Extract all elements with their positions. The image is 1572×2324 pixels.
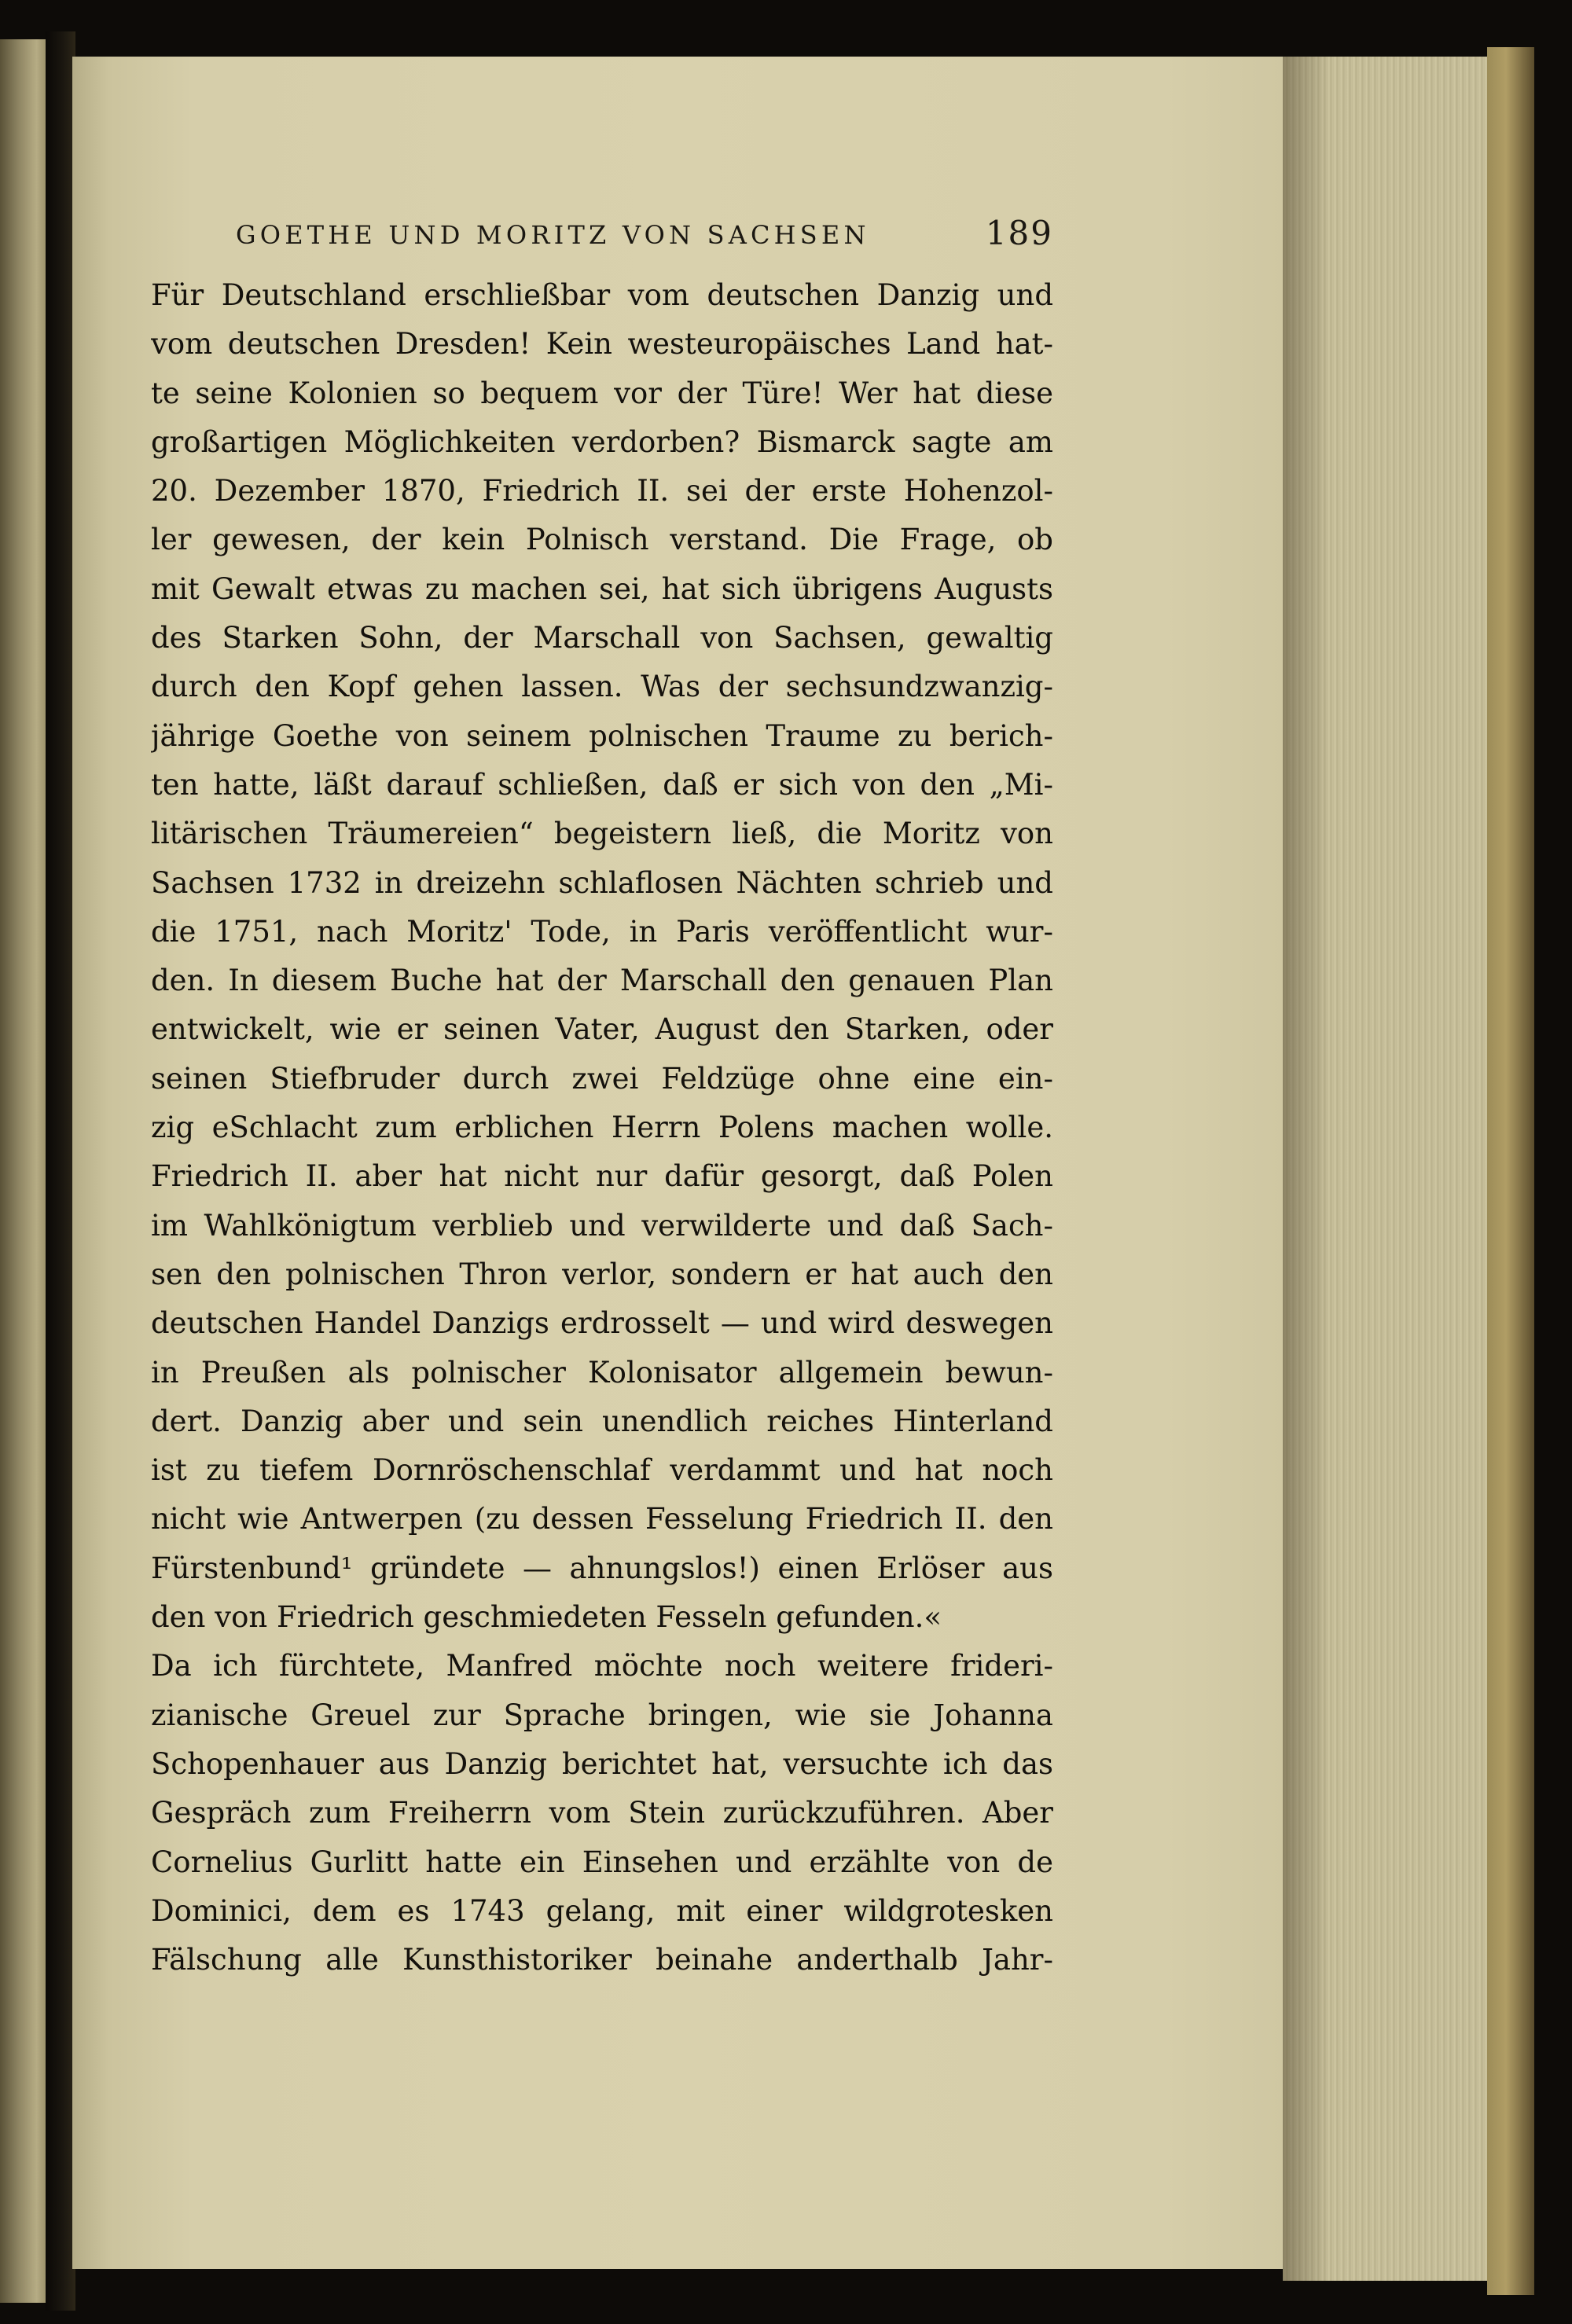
page-number: 189 xyxy=(985,214,1053,252)
text-line: vom deutschen Dresden! Kein westeuropäisches Land hat- xyxy=(151,327,1053,362)
text-line: Cornelius Gurlitt hatte ein Einsehen und erzählte von de xyxy=(151,1845,1053,1879)
text-line: deutschen Handel Danzigs erdrosselt — und wird deswegen xyxy=(151,1306,1053,1341)
text-line: Für Deutschland erschließbar vom deutschen Danzig und xyxy=(151,278,1053,312)
text-line: die 1751, nach Moritz' Tode, in Paris veröffentlicht wur- xyxy=(151,914,1053,949)
text-line: te seine Kolonien so bequem vor der Türe! Wer hat diese xyxy=(151,376,1053,410)
text-line: den. In diesem Buche hat der Marschall den genauen Plan xyxy=(151,964,1053,998)
book-cover-edge xyxy=(1487,47,1534,2295)
text-line: litärischen Träumereien“ begeistern ließ, die Moritz von xyxy=(151,817,1053,851)
text-line: Dominici, dem es 1743 gelang, mit einer wildgrotesken xyxy=(151,1893,1053,1928)
text-line: des Starken Sohn, der Marschall von Sachsen, gewaltig xyxy=(151,621,1053,655)
text-line: jährige Goethe von seinem polnischen Traume zu berich- xyxy=(151,718,1053,753)
text-line: ten hatte, läßt darauf schließen, daß er sich von den „Mi- xyxy=(151,767,1053,802)
text-line: zig eSchlacht zum erblichen Herrn Polens machen wolle. xyxy=(151,1111,1053,1145)
text-line: zianische Greuel zur Sprache bringen, wie sie Johanna xyxy=(151,1698,1053,1732)
text-line: in Preußen als polnischer Kolonisator allgemein bewun- xyxy=(151,1355,1053,1390)
text-line: 20. Dezember 1870, Friedrich II. sei der erste Hohenzol- xyxy=(151,474,1053,508)
text-line: sen den polnischen Thron verlor, sondern er hat auch den xyxy=(151,1257,1053,1291)
book-gutter xyxy=(46,31,75,2311)
text-line: Fälschung alle Kunsthistoriker beinahe anderthalb Jahr- xyxy=(151,1943,1053,1977)
text-line: durch den Kopf gehen lassen. Was der sechsundzwanzig- xyxy=(151,670,1053,704)
text-line: mit Gewalt etwas zu machen sei, hat sich übrigens Augusts xyxy=(151,571,1053,606)
text-line: entwickelt, wie er seinen Vater, August den Starken, oder xyxy=(151,1012,1053,1047)
text-line: Friedrich II. aber hat nicht nur dafür gesorgt, daß Polen xyxy=(151,1159,1053,1194)
text-line: Da ich fürchtete, Manfred möchte noch weitere frideri- xyxy=(151,1649,1053,1683)
text-line: ler gewesen, der kein Polnisch verstand. Die Frage, ob xyxy=(151,523,1053,557)
text-line: Sachsen 1732 in dreizehn schlaflosen Nächten schrieb und xyxy=(151,865,1053,900)
text-line: großartigen Möglichkeiten verdorben? Bismarck sagte am xyxy=(151,424,1053,459)
left-page-edge xyxy=(0,39,46,2303)
body-text xyxy=(151,271,1053,1984)
text-line: den von Friedrich geschmiedeten Fesseln gefunden.« xyxy=(151,1600,942,1635)
text-line: nicht wie Antwerpen (zu dessen Fesselung Friedrich II. den xyxy=(151,1502,1053,1536)
text-line: im Wahlkönigtum verblieb und verwilderte und daß Sach- xyxy=(151,1208,1053,1243)
text-line: Fürstenbund¹ gründete — ahnungslos!) einen Erlöser aus xyxy=(151,1551,1053,1585)
running-head xyxy=(236,212,1053,259)
page-edge-shadow xyxy=(1283,57,1330,2281)
text-line: seinen Stiefbruder durch zwei Feldzüge ohne eine ein- xyxy=(151,1061,1053,1096)
running-title: GOETHE UND MORITZ VON SACHSEN xyxy=(236,220,870,250)
text-line: Schopenhauer aus Danzig berichtet hat, versuchte ich das xyxy=(151,1746,1053,1781)
text-line: Gespräch zum Freiherrn vom Stein zurückzuführen. Aber xyxy=(151,1796,1053,1830)
text-line: ist zu tiefem Dornröschenschlaf verdammt und hat noch xyxy=(151,1453,1053,1488)
text-line: dert. Danzig aber und sein unendlich reiches Hinterland xyxy=(151,1404,1053,1438)
